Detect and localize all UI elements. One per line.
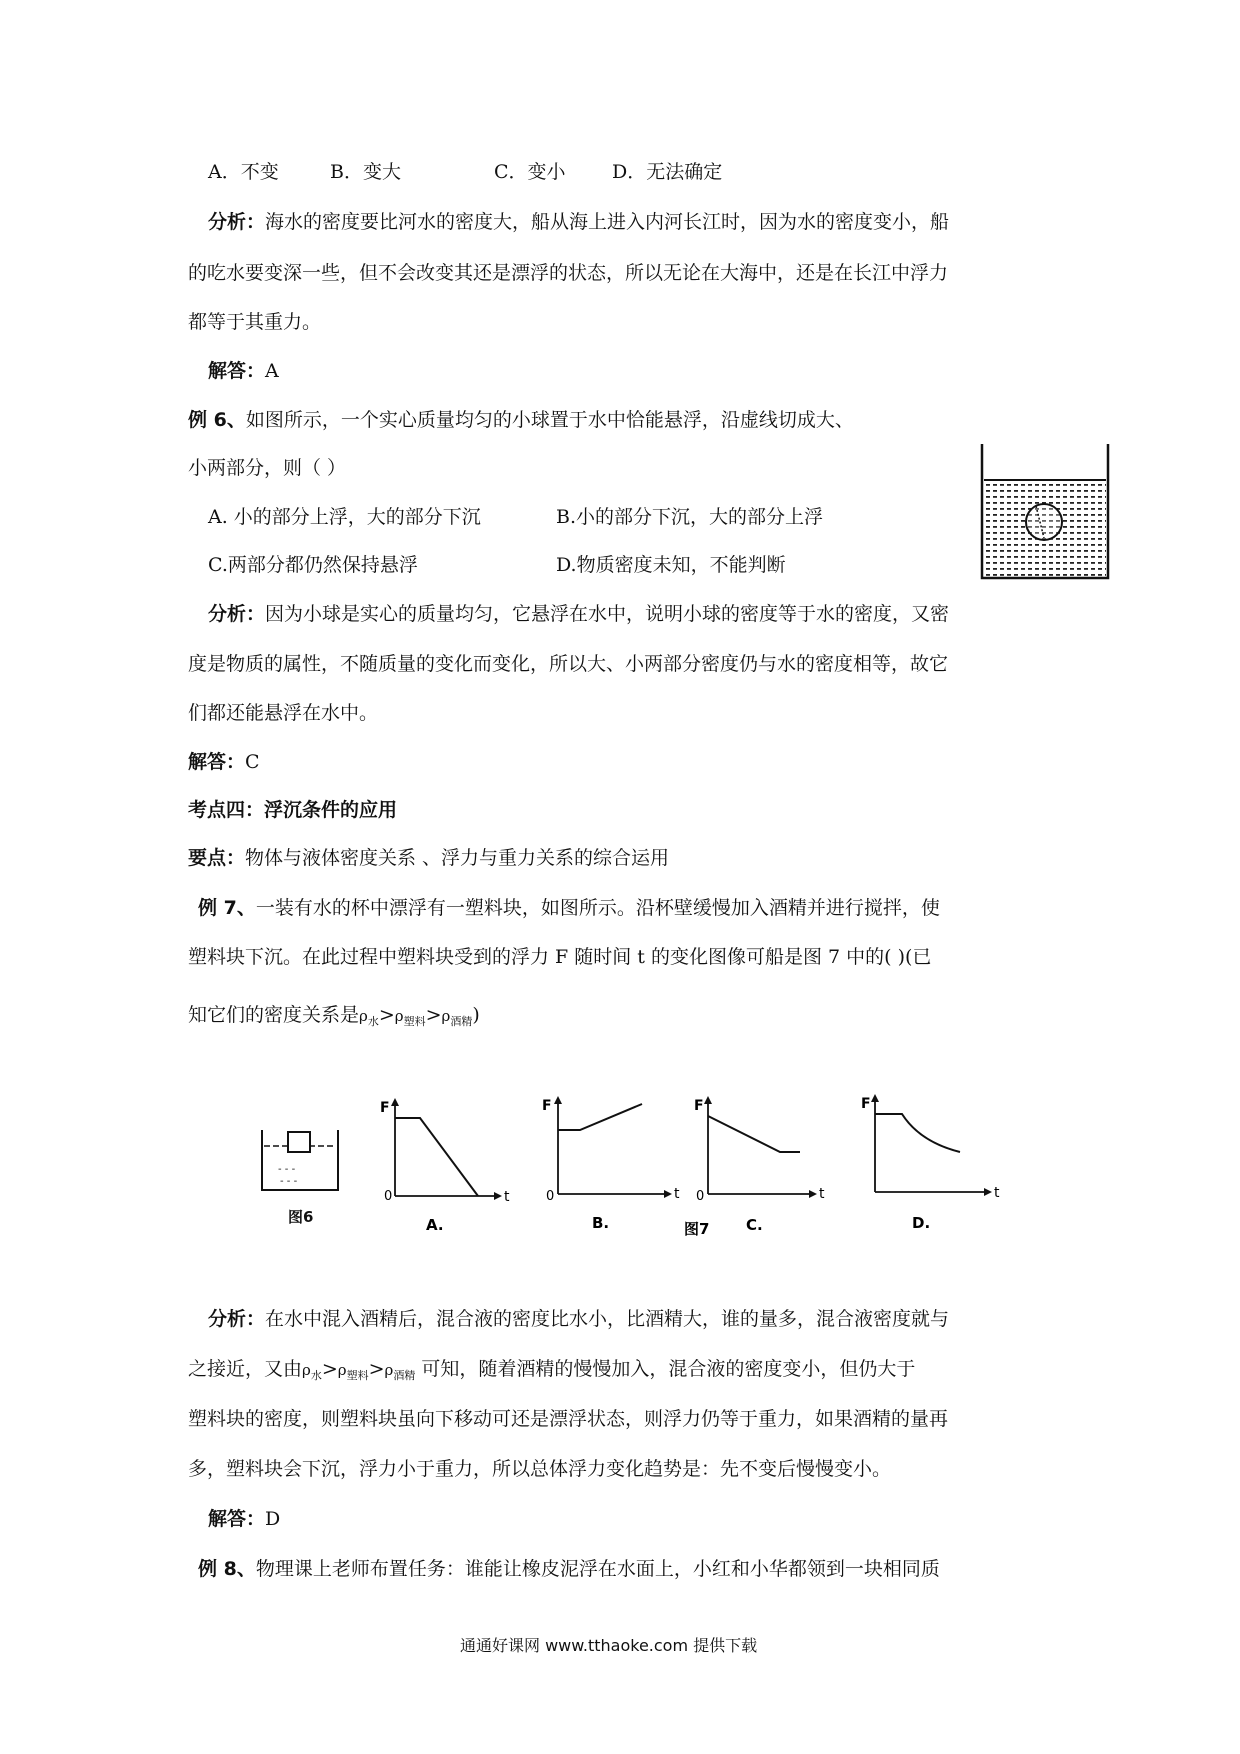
graph-b-axis-t: t	[674, 1186, 680, 1202]
q7-analysis-label: 分析：	[208, 1308, 266, 1330]
graph-d-axis-t: t	[994, 1185, 1000, 1201]
q6-beaker-figure	[978, 440, 1118, 585]
q7-analysis-line-3: 塑料块的密度，则塑料块虽向下移动可还是漂浮状态，则浮力仍等于重力，如果酒精的量再	[188, 1408, 949, 1430]
q6-answer: 解答：C	[188, 751, 260, 773]
graph-c-origin: 0	[696, 1189, 705, 1204]
q6-option-c: C.两部分都仍然保持悬浮	[208, 554, 418, 576]
kaodian-key-point: 要点：物体与液体密度关系 、浮力与重力关系的综合运用	[188, 847, 670, 869]
fig6-cup	[262, 1130, 338, 1226]
q7-analysis-line-2: 之接近，又由$\rho_水>\rho_{塑料}>\rho_{酒精}$ 可知，随着酒精的慢慢加入，混合液的密度变小，但仍大于	[188, 1358, 916, 1382]
q5-option-d: D．无法确定	[612, 161, 723, 183]
q6-label: 例 6、	[188, 409, 246, 431]
graph-b	[542, 1096, 680, 1232]
q5-analysis-line-2: 的吃水要变深一些，但不会改变其还是漂浮的状态，所以无论在大海中，还是在长江中浮力	[188, 262, 949, 284]
q8-stem-line-1: 例 8、物理课上老师布置任务：谁能让橡皮泥浮在水面上，小红和小华都领到一块相同质	[198, 1558, 940, 1580]
graph-a-axis-f: F	[380, 1100, 390, 1116]
q6-stem-line-2: 小两部分，则（ ）	[188, 457, 347, 479]
q5-analysis-line-1: 分析：海水的密度要比河水的密度大，船从海上进入内河长江时，因为水的密度变小，船	[208, 211, 950, 233]
graph-b-origin: 0	[546, 1189, 555, 1204]
graph-c-label: C.	[746, 1216, 763, 1234]
q5-answer: 解答：A	[208, 360, 279, 382]
q7-label: 例 7、	[198, 897, 256, 919]
q6-analysis-line-2: 度是物质的属性，不随质量的变化而变化，所以大、小两部分密度仍与水的密度相等，故它	[188, 653, 949, 675]
q6-analysis-line-3: 们都还能悬浮在水中。	[188, 702, 379, 724]
graph-b-label: B.	[592, 1214, 610, 1232]
graph-a	[380, 1098, 510, 1234]
q5-option-a: A．不变	[208, 161, 279, 183]
q6-option-b: B.小的部分下沉，大的部分上浮	[556, 506, 824, 528]
q7-answer: 解答：D	[208, 1508, 281, 1530]
q7-stem-line-3: 知它们的密度关系是$\rho_水>\rho_{塑料}>\rho_{酒精}$)	[188, 1004, 480, 1028]
graph-c	[694, 1096, 825, 1234]
graph-d-axis-f: F	[861, 1096, 871, 1112]
graph-c-axis-t: t	[819, 1186, 825, 1202]
q6-option-d: D.物质密度未知，不能判断	[556, 554, 786, 576]
q5-option-c: C．变小	[494, 161, 566, 183]
q5-analysis-label: 分析：	[208, 211, 266, 233]
q5-analysis-line-3: 都等于其重力。	[188, 311, 322, 333]
svg-text:- - -: - - -	[280, 1176, 298, 1187]
q7-stem-line-1: 例 7、一装有水的杯中漂浮有一塑料块，如图所示。沿杯壁缓慢加入酒精并进行搅拌，使	[198, 897, 940, 919]
q7-analysis-line-4: 多，塑料块会下沉，浮力小于重力，所以总体浮力变化趋势是：先不变后慢慢变小。	[188, 1458, 892, 1480]
q7-stem-line-2: 塑料块下沉。在此过程中塑料块受到的浮力 F 随时间 t 的变化图像可船是图 7 中的( )(已	[188, 946, 932, 968]
q6-stem-line-1: 例 6、如图所示，一个实心质量均匀的小球置于水中恰能悬浮，沿虚线切成大、	[188, 409, 854, 431]
q7-analysis-line-1: 分析：在水中混入酒精后，混合液的密度比水小，比酒精大，谁的量多，混合液密度就与	[208, 1308, 950, 1330]
graph-a-label: A.	[426, 1216, 444, 1234]
q5-answer-label: 解答：	[208, 360, 266, 382]
svg-text:- - -: - - -	[278, 1164, 296, 1175]
graph-a-axis-t: t	[504, 1189, 510, 1205]
fig7-label: 图7	[684, 1220, 710, 1238]
kaodian-title: 考点四：浮沉条件的应用	[188, 799, 398, 821]
q5-option-b: B．变大	[330, 161, 401, 183]
graph-b-axis-f: F	[542, 1098, 552, 1114]
q6-analysis-label: 分析：	[208, 603, 266, 625]
graph-a-origin: 0	[384, 1189, 393, 1204]
graph-d	[861, 1094, 1000, 1232]
graph-d-label: D.	[912, 1214, 931, 1232]
kaodian-key-label: 要点：	[188, 847, 246, 869]
page-footer: 通通好课网 www.tthaoke.com 提供下载	[460, 1636, 758, 1655]
q6-option-a: A. 小的部分上浮，大的部分下沉	[208, 506, 481, 528]
q6-answer-label: 解答：	[188, 751, 246, 773]
q8-label: 例 8、	[198, 1558, 256, 1580]
fig6-label: 图6	[288, 1208, 314, 1226]
q7-answer-label: 解答：	[208, 1508, 266, 1530]
graph-c-axis-f: F	[694, 1098, 704, 1114]
q6-analysis-line-1: 分析：因为小球是实心的质量均匀，它悬浮在水中，说明小球的密度等于水的密度，又密	[208, 603, 950, 625]
q7-figures	[250, 1070, 1010, 1255]
